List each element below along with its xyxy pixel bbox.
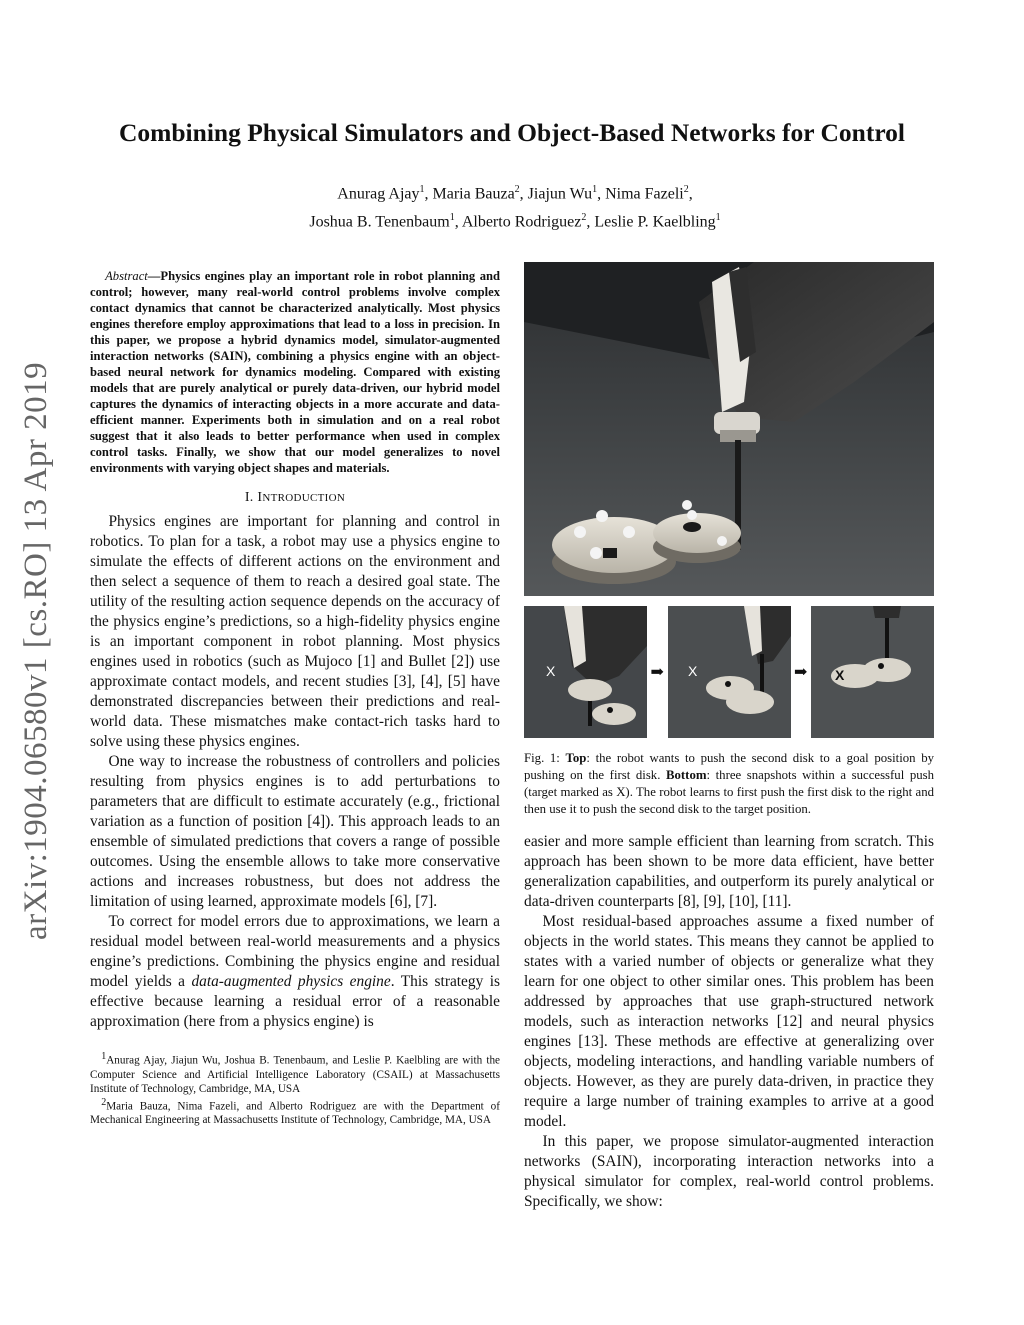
snapshot-3-scene: [811, 606, 934, 738]
footnote-2: [90, 1096, 500, 1128]
author-name: Joshua B. Tenenbaum: [309, 213, 450, 231]
target-mark: X: [546, 663, 556, 679]
author-separator: ,: [424, 185, 433, 203]
author-affiliation: 1: [715, 212, 721, 224]
author-name: Alberto Rodriguez: [461, 213, 582, 231]
footnotes: [90, 1050, 500, 1127]
caption-bottom-text: : three snapshots within a successful push (target marked as X). The robot learns to first push the first disk to the right and then use it to push the second disk to the target position.: [524, 768, 934, 816]
section-first-letter: I: [257, 490, 263, 505]
snapshot-1: [524, 606, 647, 738]
intro-p3-before: To correct for model errors due to approximations, we learn a residual model between real-world measurements and a physics engine’s predictions. Combining the physics engine and residual model yields a: [90, 913, 500, 990]
footnote-text: Maria Bauza, Nima Fazeli, and Alberto Rodriguez are with the Department of Mechanical Engineering at Massachusetts Institute of Technology, Cambridge, MA, USA: [90, 1100, 500, 1127]
author-separator: ,: [519, 185, 528, 203]
author-name: Nima Fazeli: [605, 185, 684, 203]
footnote-mark: 1: [101, 1051, 107, 1062]
arrow-icon: ➡: [650, 664, 664, 681]
robot-push-scene: [524, 262, 934, 596]
author-name: Leslie P. Kaelbling: [594, 213, 716, 231]
paper-title: Combining Physical Simulators and Object-Based Networks for Control: [118, 118, 906, 147]
author-line-1: [120, 178, 910, 206]
caption-top-label: Top: [565, 751, 587, 765]
intro-paragraph-2: One way to increase the robustness of controllers and policies resulting from physics engines is to add perturbations to parameters that are difficult to estimate accurately (e.g., frictional variation as a function of position [4]). This approach leads to an ensemble of simulated predictions that covers a range of possible outcomes. Using the ensemble allows to take more conservative actions and increases robustness, but does not address the limitation of using learned, approximate models [6], [7].: [90, 753, 500, 910]
snapshot-1-scene: [524, 606, 647, 738]
intro-paragraph-3: [90, 912, 500, 1032]
author-affiliation: 2: [581, 212, 587, 224]
section-title-rest: NTRODUCTION: [262, 492, 346, 504]
author-affiliation: 2: [514, 184, 520, 195]
author-affiliation: 1: [592, 184, 598, 195]
author-list: [120, 178, 910, 235]
abstract: [90, 268, 500, 476]
right-column: [524, 262, 934, 1212]
author-name: Anurag Ajay: [337, 185, 420, 203]
author-name: Maria Bauza: [432, 185, 515, 203]
right-paragraph-2: Most residual-based approaches assume a fixed number of objects in the world states. This means they cannot be applied to states with a varied number of objects or generalize what they learn for one object to other similar ones. This problem has been addressed by approaches that use graph-structured network models, such as interaction networks [12] and neural physics engines [13]. These methods are effective at generalizing over objects, modeling interactions, and handling variable numbers of objects. However, as they are purely data-driven, in practice they require a large number of training examples to arrive at a good model.: [524, 913, 934, 1130]
abstract-label: Abstract: [105, 269, 148, 283]
right-paragraph-3: In this paper, we propose simulator-augmented interaction networks (SAIN), incorporating interaction networks into a physical simulator for complex, real-world control problems. Specifically, we show:: [524, 1133, 934, 1210]
figure-caption: [524, 750, 934, 818]
author-name: Jiajun Wu: [527, 185, 593, 203]
caption-top-text: : the robot wants to push the second disk to a goal position by pushing on the first disk.: [524, 751, 935, 782]
footnote-text: Anurag Ajay, Jiajun Wu, Joshua B. Tenenbaum, and Leslie P. Kaelbling are with the Computer Science and Artificial Intelligence Laboratory (CSAIL) at Massachusetts Institute of Technology, Cambridge, MA, USA: [90, 1054, 500, 1095]
figure-top-photo: [524, 262, 934, 596]
caption-bottom-label: Bottom: [665, 768, 707, 782]
intro-paragraph-1: Physics engines are important for planning and control in robotics. To plan for a task, a robot may use a physics engine to simulate the effects of different actions on the environment and then select a sequence of them to reach a desired goal state. The utility of the resulting action sequence depends on the accuracy of the physics engine’s predictions, so a high-fidelity physics engine is an important component in robot planning. Most physics engines used in robotics (such as Mujoco [1] and Bullet [2]) use approximate contact models, and recent studies [3], [4], [5] have demonstrated discrepancies between their predictions and real-world data. These mismatches make contact-rich tasks hard to solve using these physics engines.: [90, 513, 500, 750]
right-paragraph-1: easier and more sample efficient than learning from scratch. This approach has been shown to be more data efficient, have better generalization capabilities, and outperform its purely analytical or data-driven counterparts [8], [9], [10], [11].: [524, 833, 934, 910]
section-numeral: I.: [244, 490, 254, 505]
right-column-text: [524, 832, 934, 1212]
author-separator: ,: [454, 213, 462, 231]
target-mark: X: [687, 663, 697, 679]
snapshot-2-scene: [668, 606, 791, 738]
author-affiliation: 2: [683, 184, 689, 195]
left-column: [90, 268, 500, 1127]
footnote-1: [90, 1050, 500, 1096]
snapshot-3: [811, 606, 934, 738]
author-affiliation: 1: [419, 184, 425, 195]
target-mark: X: [835, 667, 845, 683]
intro-p3-after: . This strategy is effective because learning a residual error of a reasonable approximation (here from a physics engine) is: [90, 973, 500, 1030]
author-separator: ,: [586, 213, 595, 231]
author-affiliation: 1: [449, 212, 455, 224]
footnote-mark: 2: [101, 1096, 107, 1108]
section-heading-introduction: [90, 490, 500, 506]
arxiv-stamp: arXiv:1904.06580v1 [cs.RO] 13 Apr 2019: [18, 361, 54, 940]
author-separator: ,: [688, 185, 693, 203]
author-line-2: [120, 206, 910, 234]
abstract-text: Physics engines play an important role in robot planning and control; however, many real-world control problems involve complex contact dynamics that cannot be characterized analytically. Most physics engines therefore employ approximations that lead to a loss in precision. In this paper, we propose a hybrid dynamics model, simulator-augmented interaction networks (SAIN), combining a physics engine with an object-based neural network for dynamics modeling. Compared with existing models that are purely analytical or purely data-driven, our hybrid model captures the dynamics of interacting objects in a more accurate and data-efficient manner. Experiments both in simulation and on a real robot suggest that it also leads to better performance when used in complex control tasks. Finally, we show that our model generalizes to novel environments with varying object shapes and materials.: [90, 269, 500, 475]
intro-p3-emphasis: data-augmented physics engine: [191, 973, 391, 990]
abstract-dash: —: [147, 269, 161, 283]
author-separator: ,: [597, 185, 606, 203]
caption-label: Fig. 1:: [524, 751, 566, 765]
snapshot-2: [668, 606, 791, 738]
figure-bottom-snapshots: [524, 606, 934, 738]
arrow-icon: ➡: [794, 664, 808, 681]
